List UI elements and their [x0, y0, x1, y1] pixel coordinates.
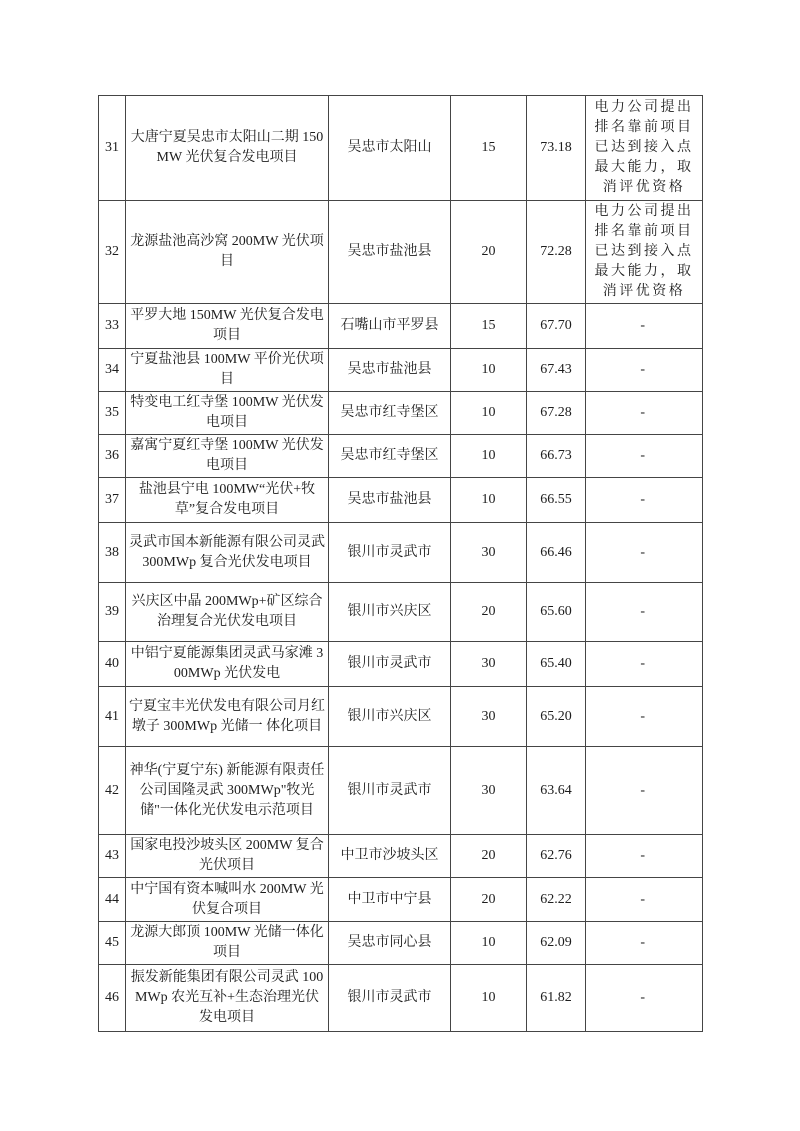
cell-score: 72.28 [527, 201, 586, 304]
cell-project: 盐池县宁电 100MW“光伏+牧草”复合发电项目 [126, 478, 329, 523]
table-row [99, 922, 703, 965]
cell-project: 龙源盐池高沙窝 200MW 光伏项目 [126, 201, 329, 304]
cell-project: 神华(宁夏宁东) 新能源有限责任公司国隆灵武 300MWp"牧光储"一体化光伏发电示范项目 [126, 747, 329, 835]
cell-no: 44 [99, 878, 126, 922]
table-row [99, 96, 703, 201]
cell-location: 中卫市中宁县 [329, 878, 451, 922]
cell-capacity: 15 [451, 304, 527, 349]
cell-score: 66.46 [527, 523, 586, 583]
projects-table [98, 95, 703, 1032]
table-row [99, 835, 703, 878]
cell-score: 63.64 [527, 747, 586, 835]
cell-no: 46 [99, 965, 126, 1032]
cell-no: 32 [99, 201, 126, 304]
cell-score: 66.55 [527, 478, 586, 523]
cell-no: 34 [99, 349, 126, 392]
cell-project: 平罗大地 150MW 光伏复合发电项目 [126, 304, 329, 349]
cell-capacity: 20 [451, 878, 527, 922]
cell-remark: - [586, 349, 703, 392]
table-row [99, 523, 703, 583]
cell-no: 41 [99, 687, 126, 747]
cell-no: 42 [99, 747, 126, 835]
cell-location: 石嘴山市平罗县 [329, 304, 451, 349]
cell-location: 吴忠市太阳山 [329, 96, 451, 201]
cell-remark: - [586, 304, 703, 349]
cell-location: 吴忠市盐池县 [329, 478, 451, 523]
cell-remark: - [586, 747, 703, 835]
cell-project: 龙源大郎顶 100MW 光储一体化项目 [126, 922, 329, 965]
table-row [99, 435, 703, 478]
cell-no: 40 [99, 642, 126, 687]
cell-remark: - [586, 687, 703, 747]
cell-score: 66.73 [527, 435, 586, 478]
cell-capacity: 30 [451, 523, 527, 583]
cell-remark: - [586, 835, 703, 878]
cell-remark: 电力公司提出排名靠前项目已达到接入点最大能力，取消评优资格 [586, 96, 703, 201]
cell-project: 振发新能集团有限公司灵武 100MWp 农光互补+生态治理光伏发电项目 [126, 965, 329, 1032]
cell-score: 62.09 [527, 922, 586, 965]
cell-capacity: 30 [451, 747, 527, 835]
cell-project: 中宁国有资本喊叫水 200MW 光伏复合项目 [126, 878, 329, 922]
cell-capacity: 20 [451, 201, 527, 304]
cell-project: 宁夏宝丰光伏发电有限公司月红墩子 300MWp 光储一 体化项目 [126, 687, 329, 747]
cell-project: 嘉寓宁夏红寺堡 100MW 光伏发电项目 [126, 435, 329, 478]
cell-score: 65.20 [527, 687, 586, 747]
table-row [99, 201, 703, 304]
cell-remark: - [586, 435, 703, 478]
cell-capacity: 30 [451, 642, 527, 687]
table-row [99, 478, 703, 523]
cell-project: 特变电工红寺堡 100MW 光伏发电项目 [126, 392, 329, 435]
cell-score: 62.22 [527, 878, 586, 922]
cell-location: 银川市灵武市 [329, 523, 451, 583]
cell-location: 中卫市沙坡头区 [329, 835, 451, 878]
cell-no: 35 [99, 392, 126, 435]
table-body [99, 96, 703, 1032]
cell-no: 37 [99, 478, 126, 523]
cell-project: 兴庆区中晶 200MWp+矿区综合治理复合光伏发电项目 [126, 583, 329, 642]
cell-remark: - [586, 392, 703, 435]
cell-score: 65.60 [527, 583, 586, 642]
table-row [99, 349, 703, 392]
cell-location: 吴忠市盐池县 [329, 201, 451, 304]
cell-location: 银川市灵武市 [329, 747, 451, 835]
cell-no: 45 [99, 922, 126, 965]
cell-no: 36 [99, 435, 126, 478]
cell-score: 67.70 [527, 304, 586, 349]
cell-remark: - [586, 642, 703, 687]
cell-capacity: 10 [451, 392, 527, 435]
table-row [99, 965, 703, 1032]
table-row [99, 642, 703, 687]
table-row [99, 687, 703, 747]
cell-remark: - [586, 878, 703, 922]
cell-capacity: 30 [451, 687, 527, 747]
cell-capacity: 10 [451, 965, 527, 1032]
cell-remark: - [586, 965, 703, 1032]
cell-no: 39 [99, 583, 126, 642]
cell-score: 73.18 [527, 96, 586, 201]
cell-no: 31 [99, 96, 126, 201]
cell-score: 67.43 [527, 349, 586, 392]
table-row [99, 392, 703, 435]
cell-location: 吴忠市盐池县 [329, 349, 451, 392]
cell-project: 宁夏盐池县 100MW 平价光伏项目 [126, 349, 329, 392]
cell-remark: 电力公司提出排名靠前项目已达到接入点最大能力，取消评优资格 [586, 201, 703, 304]
cell-no: 33 [99, 304, 126, 349]
cell-capacity: 15 [451, 96, 527, 201]
table-row [99, 583, 703, 642]
cell-capacity: 10 [451, 478, 527, 523]
cell-capacity: 10 [451, 922, 527, 965]
cell-remark: - [586, 583, 703, 642]
cell-capacity: 20 [451, 583, 527, 642]
cell-location: 吴忠市红寺堡区 [329, 435, 451, 478]
cell-capacity: 10 [451, 349, 527, 392]
cell-score: 65.40 [527, 642, 586, 687]
cell-location: 吴忠市红寺堡区 [329, 392, 451, 435]
cell-no: 43 [99, 835, 126, 878]
table-row [99, 304, 703, 349]
cell-project: 灵武市国本新能源有限公司灵武 300MWp 复合光伏发电项目 [126, 523, 329, 583]
cell-location: 银川市兴庆区 [329, 583, 451, 642]
cell-no: 38 [99, 523, 126, 583]
table-row [99, 747, 703, 835]
cell-location: 银川市灵武市 [329, 965, 451, 1032]
cell-location: 吴忠市同心县 [329, 922, 451, 965]
cell-score: 67.28 [527, 392, 586, 435]
cell-capacity: 10 [451, 435, 527, 478]
cell-project: 大唐宁夏吴忠市太阳山二期 150MW 光伏复合发电项目 [126, 96, 329, 201]
table-row [99, 878, 703, 922]
cell-score: 62.76 [527, 835, 586, 878]
cell-capacity: 20 [451, 835, 527, 878]
cell-location: 银川市灵武市 [329, 642, 451, 687]
cell-remark: - [586, 523, 703, 583]
cell-remark: - [586, 922, 703, 965]
cell-location: 银川市兴庆区 [329, 687, 451, 747]
cell-project: 国家电投沙坡头区 200MW 复合光伏项目 [126, 835, 329, 878]
cell-score: 61.82 [527, 965, 586, 1032]
cell-project: 中铝宁夏能源集团灵武马家滩 300MWp 光伏发电 [126, 642, 329, 687]
cell-remark: - [586, 478, 703, 523]
